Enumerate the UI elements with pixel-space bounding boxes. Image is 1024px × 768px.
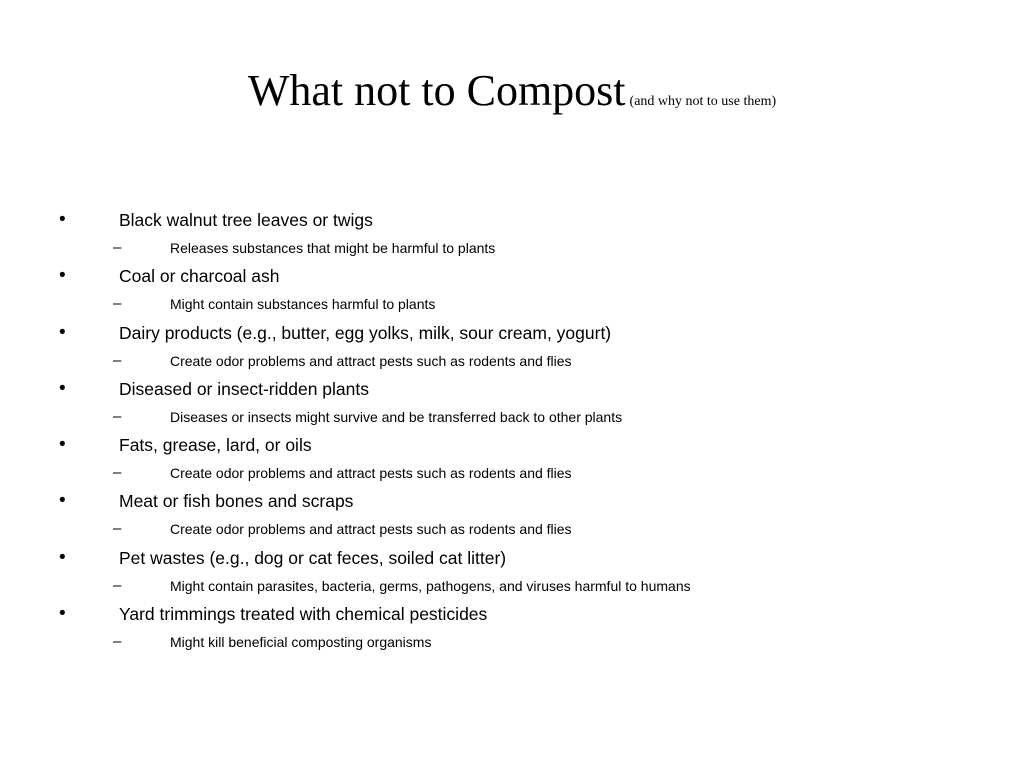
bullet-icon: •: [59, 321, 66, 343]
dash-icon: –: [113, 295, 122, 313]
bullet-icon: •: [59, 434, 66, 456]
item-reason: Might contain parasites, bacteria, germs, pathogens, and viruses harmful to humans: [170, 577, 691, 594]
item-reason: Create odor problems and attract pests such as rodents and flies: [170, 465, 572, 482]
item-text: Dairy products (e.g., butter, egg yolks, milk, sour cream, yogurt): [119, 322, 612, 343]
title-subtitle: (and why not to use them): [629, 94, 777, 109]
dash-icon: –: [113, 576, 122, 594]
item-reason: Diseases or insects might survive and be transferred back to other plants: [170, 408, 623, 425]
dash-icon: –: [113, 464, 122, 482]
item-text: Coal or charcoal ash: [119, 266, 280, 287]
bullet-list: [0, 206, 1024, 656]
dash-icon: –: [113, 239, 122, 256]
list-item: [0, 319, 1024, 375]
dash-icon: –: [113, 520, 122, 538]
dash-icon: –: [113, 351, 122, 369]
bullet-icon: •: [59, 377, 66, 399]
dash-icon: –: [113, 407, 122, 425]
item-text: Meat or fish bones and scraps: [119, 491, 354, 512]
list-item: [0, 431, 1024, 487]
item-reason: Create odor problems and attract pests such as rodents and flies: [170, 521, 572, 538]
list-item: [0, 600, 1024, 656]
item-reason: Might contain substances harmful to plants: [170, 296, 436, 313]
list-item: [0, 206, 1024, 262]
item-reason: Might kill beneficial composting organisms: [170, 634, 432, 651]
item-text: Yard trimmings treated with chemical pesticides: [119, 604, 488, 625]
item-text: Diseased or insect-ridden plants: [119, 378, 369, 399]
dash-icon: –: [113, 633, 122, 651]
item-text: Fats, grease, lard, or oils: [119, 435, 312, 456]
title-main: What not to Compost: [247, 66, 626, 115]
list-item: [0, 262, 1024, 318]
list-item: [0, 487, 1024, 543]
item-reason: Create odor problems and attract pests such as rodents and flies: [170, 352, 572, 369]
bullet-icon: •: [59, 490, 66, 512]
bullet-icon: •: [59, 603, 66, 625]
list-item: [0, 375, 1024, 431]
item-text: Pet wastes (e.g., dog or cat feces, soiled cat litter): [119, 547, 507, 568]
bullet-icon: •: [59, 209, 66, 230]
list-item: [0, 544, 1024, 600]
item-text: Black walnut tree leaves or twigs: [119, 210, 373, 230]
bullet-icon: •: [59, 546, 66, 568]
bullet-icon: •: [59, 265, 66, 287]
item-reason: Releases substances that might be harmful to plants: [170, 240, 496, 256]
slide-title: [0, 64, 1024, 129]
